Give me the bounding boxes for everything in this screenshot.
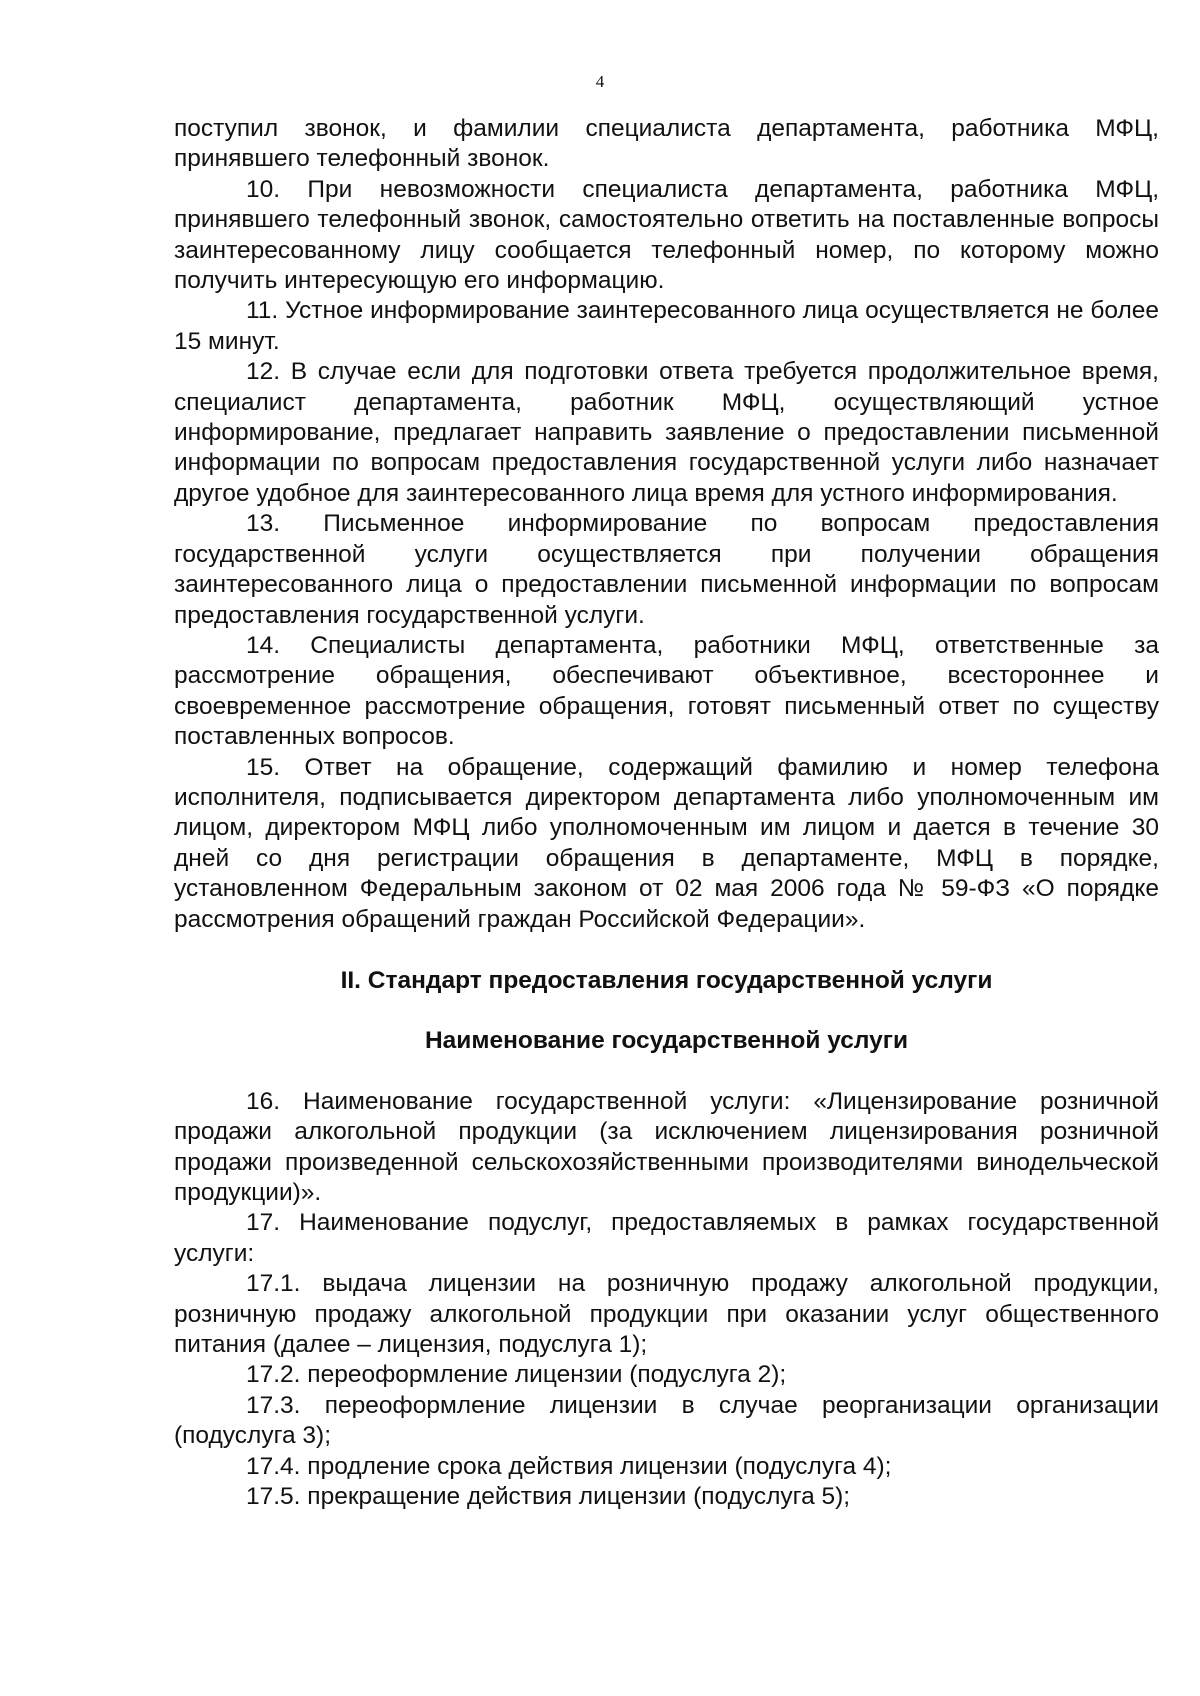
- paragraph: 15. Ответ на обращение, содержащий фамилию и номер телефона исполнителя, подписывается директором департамента либо уполномоченным им лицом, директором МФЦ либо уполномоченным им лицом и дается в течение 30 дней со дня регистрации обращения в департаменте, МФЦ в порядке, установленном Федеральным законом от 02 мая 2006 года № 59-ФЗ «О порядке рассмотрения обращений граждан Российской Федерации».: [174, 753, 1159, 933]
- document-body: [174, 114, 1159, 1512]
- paragraph: 17.1. выдача лицензии на розничную продажу алкогольной продукции, розничную продажу алкогольной продукции при оказании услуг общественного питания (далее – лицензия, подуслуга 1);: [174, 1270, 1159, 1359]
- paragraph: 17.4. продление срока действия лицензии (подуслуга 4);: [246, 1452, 892, 1480]
- paragraph: 13. Письменное информирование по вопросам предоставления государственной услуги осуществляется при получении обращения заинтересованного лица о предоставлении письменной информации по вопросам предоставления государственной услуги.: [174, 510, 1159, 629]
- paragraph: 17.2. переоформление лицензии (подуслуга 2);: [246, 1361, 787, 1389]
- page-number: 4: [595, 72, 605, 91]
- paragraph: 10. При невозможности специалиста департамента, работника МФЦ, принявшего телефонный звонок, самостоятельно ответить на поставленные вопросы заинтересованному лицу сообщается телефонный номер, по которому можно получить интересующую его информацию.: [174, 175, 1159, 295]
- paragraph: поступил звонок, и фамилии специалиста департамента, работника МФЦ, принявшего телефонный звонок.: [174, 115, 1159, 173]
- paragraph: 17.5. прекращение действия лицензии (подуслуга 5);: [246, 1483, 851, 1511]
- subsection-heading: Наименование государственной услуги: [424, 1027, 909, 1055]
- paragraphs-before: [174, 114, 1159, 935]
- paragraphs-after: [174, 1087, 1159, 1513]
- paragraph: 16. Наименование государственной услуги: «Лицензирование розничной продажи алкогольной продукции (за исключением лицензирования розничной продажи произведенной сельскохозяйственными производителями винодельческой продукции)».: [174, 1087, 1159, 1206]
- paragraph: 17. Наименование подуслуг, предоставляемых в рамках государственной услуги:: [174, 1209, 1159, 1267]
- section-heading: II. Стандарт предоставления государственной услуги: [340, 966, 993, 994]
- paragraph: 17.3. переоформление лицензии в случае реорганизации организации (подуслуга 3);: [174, 1391, 1159, 1450]
- paragraph: 11. Устное информирование заинтересованного лица осуществляется не более 15 минут.: [174, 297, 1159, 355]
- paragraph: 12. В случае если для подготовки ответа требуется продолжительное время, специалист департамента, работник МФЦ, осуществляющий устное информирование, предлагает направить заявление о предоставлении письменной информации по вопросам предоставления государственной услуги либо назначает другое удобное для заинтересованного лица время для устного информирования.: [174, 358, 1159, 507]
- paragraph: 14. Специалисты департамента, работники МФЦ, ответственные за рассмотрение обращения, обеспечивают объективное, всестороннее и своевременное рассмотрение обращения, готовят письменный ответ по существу поставленных вопросов.: [174, 631, 1159, 751]
